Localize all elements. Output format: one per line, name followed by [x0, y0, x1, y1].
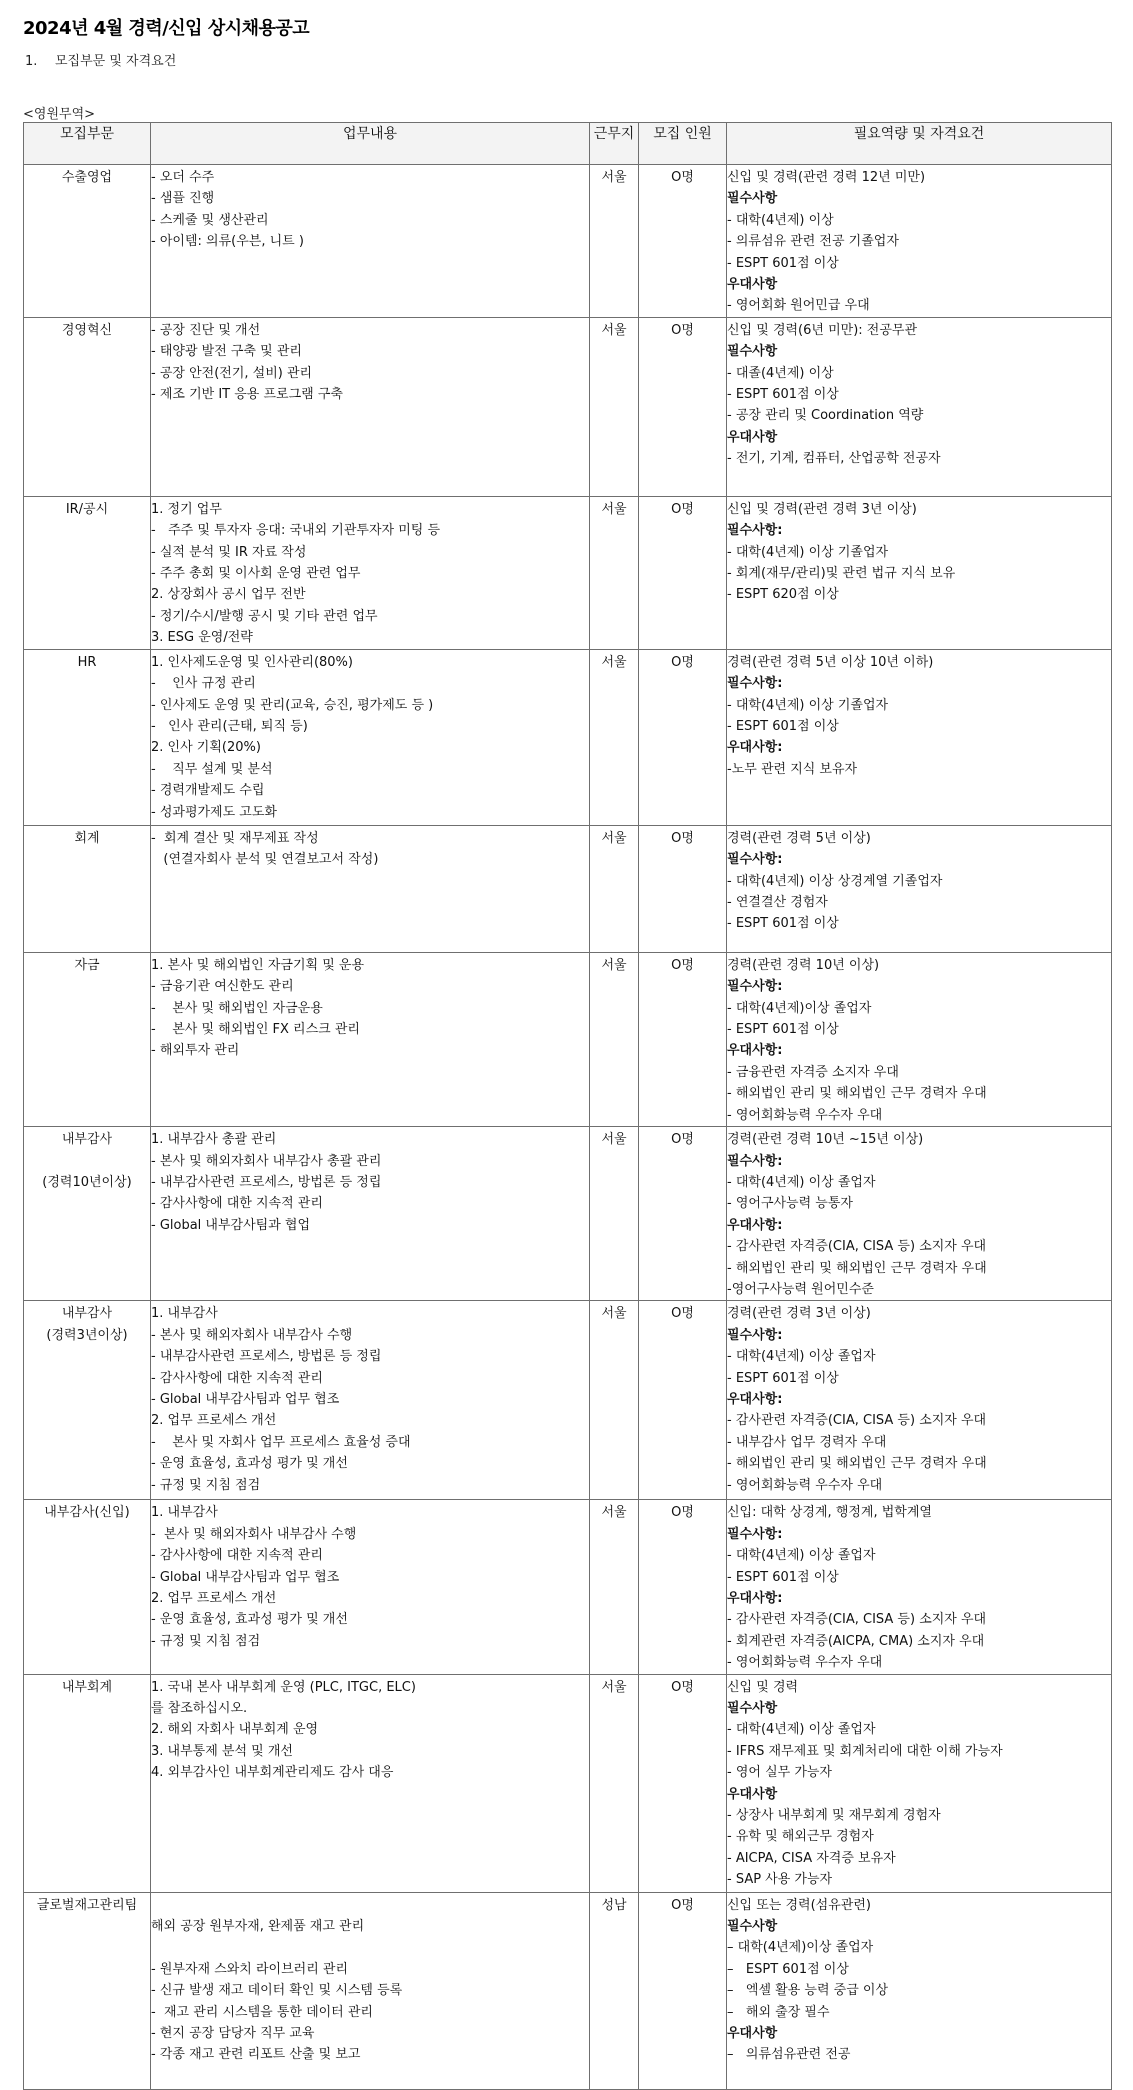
requirement-line: -영어구사능력 원어민수준: [727, 1281, 874, 1297]
headcount-cell: [639, 649, 727, 825]
duty-line: - 규정 및 지침 점검: [151, 1633, 261, 1649]
requirement-heading: 필수사항:: [727, 1153, 783, 1169]
location-value: 성남: [601, 1897, 627, 1913]
requirement-line: - 연결결산 경험자: [727, 895, 828, 911]
table-row: [24, 165, 1112, 318]
location-value: 서울: [601, 957, 627, 973]
location-cell: [590, 1127, 639, 1301]
dept-cell: [24, 317, 151, 496]
requirements-cell: [727, 952, 1112, 1126]
headcount-cell: [639, 1301, 727, 1500]
duty-line: 1. 내부감사 총괄 관리: [151, 1132, 277, 1148]
duty-line: 4. 외부감사인 내부회계관리제도 감사 대응: [151, 1765, 394, 1781]
duty-line: - 본사 및 해외자회사 내부감사 수행: [151, 1526, 357, 1542]
duty-line: 2. 상장회사 공시 업무 전반: [151, 587, 306, 603]
duty-line: - 내부감사관련 프로세스, 방법론 등 정립: [151, 1349, 382, 1365]
requirement-line: - ESPT 601점 이상: [727, 1569, 839, 1585]
requirement-line: - AICPA, CISA 자격증 보유자: [727, 1850, 896, 1866]
duty-line: 2. 업무 프로세스 개선: [151, 1413, 277, 1429]
requirement-line: - 대졸(4년제) 이상: [727, 365, 834, 381]
headcount-value: O명: [671, 170, 694, 185]
location-cell: [590, 165, 639, 318]
duty-line: - 인사 관리(근태, 퇴직 등): [151, 719, 308, 735]
requirement-line: 경력(관련 경력 10년 ~15년 이상): [727, 1132, 924, 1148]
duty-line: - Global 내부감사팀과 업무 협조: [151, 1391, 340, 1407]
duty-line: 1. 정기 업무: [151, 501, 222, 517]
duty-line: - 스케줄 및 생산관리: [151, 212, 269, 228]
requirement-heading: 우대사항: [727, 277, 778, 293]
requirement-line: 신입 및 경력(관련 경력 3년 이상): [727, 501, 917, 517]
duties-cell: [151, 825, 590, 952]
headcount-value: O명: [671, 654, 694, 670]
requirement-line: - ESPT 601점 이상: [727, 1370, 839, 1386]
requirements-cell: [727, 1301, 1112, 1500]
requirement-line: - ESPT 601점 이상: [727, 387, 839, 403]
dept-label: 내부감사: [61, 1306, 113, 1322]
duties-cell: [151, 1500, 590, 1674]
requirement-line: - 영어회화능력 우수자 우대: [727, 1477, 883, 1493]
section-subtitle-text: 모집부문 및 자격요건: [55, 54, 177, 69]
duty-line: - 경력개발제도 수립: [151, 783, 265, 799]
requirement-heading: 필수사항:: [727, 852, 783, 868]
requirement-line: - 해외법인 관리 및 해외법인 근무 경력자 우대: [727, 1260, 987, 1276]
headcount-value: O명: [671, 501, 694, 517]
duty-line: 를 참조하십시오.: [151, 1701, 248, 1716]
dept-label: 경영혁신: [61, 322, 113, 338]
requirement-heading: 우대사항:: [727, 1391, 783, 1407]
duties-cell: [151, 317, 590, 496]
requirement-line: - 영어 실무 가능자: [727, 1765, 832, 1781]
duty-line: - 실적 분석 및 IR 자료 작성: [151, 544, 307, 560]
requirement-line: - 감사관련 자격증(CIA, CISA 등) 소지자 우대: [727, 1413, 987, 1429]
requirement-line: – 의류섬유관련 전공: [727, 2047, 851, 2063]
dept-label: 글로벌재고관리팀: [36, 1897, 138, 1913]
duty-line: - 주주 총회 및 이사회 운영 관련 업무: [151, 566, 361, 582]
requirement-line: - ESPT 601점 이상: [727, 719, 839, 735]
requirements-cell: [727, 1500, 1112, 1674]
duty-line: - 회계 결산 및 재무제표 작성: [151, 830, 319, 846]
headcount-value: O명: [671, 1679, 694, 1695]
duty-line: - 주주 및 투자자 응대: 국내외 기관투자자 미팅 등: [151, 523, 440, 539]
duty-line: 2. 인사 기획(20%): [151, 740, 261, 756]
duty-line: - 신규 발생 재고 데이터 확인 및 시스템 등록: [151, 1983, 403, 1999]
requirement-line: -노무 관련 지식 보유자: [727, 761, 858, 777]
headcount-value: O명: [671, 1897, 694, 1913]
location-value: 서울: [601, 1132, 627, 1148]
headcount-cell: [639, 1127, 727, 1301]
requirement-line: - 의류섬유 관련 전공 기졸업자: [727, 234, 899, 250]
duty-line: - Global 내부감사팀과 업무 협조: [151, 1569, 340, 1585]
section-number: 1.: [25, 54, 38, 69]
requirements-cell: [727, 649, 1112, 825]
location-value: 서울: [601, 322, 627, 338]
requirement-line: - 감사관련 자격증(CIA, CISA 등) 소지자 우대: [727, 1239, 987, 1255]
requirement-heading: 필수사항:: [727, 1526, 783, 1542]
location-cell: [590, 649, 639, 825]
requirement-line: - 회계(재무/관리)및 관련 법규 지식 보유: [727, 566, 956, 582]
headcount-cell: [639, 165, 727, 318]
duties-cell: [151, 496, 590, 649]
location-value: 서울: [601, 501, 627, 517]
requirement-line: 신입 및 경력(관련 경력 12년 미만): [727, 170, 926, 185]
duty-line: 3. 내부통제 분석 및 개선: [151, 1743, 293, 1759]
duty-line: - 본사 및 해외법인 자금운용: [151, 1000, 323, 1016]
section-subtitle: [25, 50, 176, 69]
duties-cell: [151, 952, 590, 1126]
duty-line: 1. 국내 본사 내부회계 운영 (PLC, ITGC, ELC): [151, 1679, 416, 1695]
requirement-line: - 전기, 기계, 컴퓨터, 산업공학 전공자: [727, 451, 941, 467]
duty-line: - 규정 및 지침 점검: [151, 1477, 261, 1493]
headcount-cell: [639, 952, 727, 1126]
table-row: [24, 1301, 1112, 1500]
duty-line: - 해외투자 관리: [151, 1043, 240, 1059]
location-value: 서울: [601, 1306, 627, 1322]
column-header-count: 모집 인원: [639, 123, 727, 165]
dept-label: 내부감사: [61, 1132, 113, 1148]
requirement-heading: 우대사항:: [727, 1590, 783, 1606]
duty-line: - 아이템: 의류(우븐, 니트 ): [151, 234, 304, 250]
requirement-line: - 대학(4년제) 이상 기졸업자: [727, 544, 889, 560]
requirement-line: – 대학(4년제)이상 졸업자: [727, 1940, 874, 1956]
requirement-heading: 필수사항: [727, 1919, 778, 1934]
duty-line: 1. 내부감사: [151, 1505, 218, 1521]
duty-line: (연결자회사 분석 및 연결보고서 작성): [151, 852, 379, 868]
duty-line: - 현지 공장 담당자 직무 교육: [151, 2026, 315, 2042]
requirement-line: - 해외법인 관리 및 해외법인 근무 경력자 우대: [727, 1456, 987, 1472]
dept-label: (경력10년이상): [42, 1174, 132, 1190]
dept-cell: [24, 825, 151, 952]
table-row: [24, 1674, 1112, 1892]
table-body: [24, 165, 1112, 2090]
headcount-value: O명: [671, 1505, 694, 1521]
table-row: [24, 825, 1112, 952]
dept-label: 수출영업: [61, 170, 113, 185]
requirement-line: - 대학(4년제) 이상 기졸업자: [727, 697, 889, 713]
requirement-heading: 우대사항: [727, 1786, 778, 1802]
duty-line: - 본사 및 해외법인 FX 리스크 관리: [151, 1022, 360, 1038]
requirement-line: - 대학(4년제) 이상 상경계열 기졸업자: [727, 873, 943, 889]
duty-line: - 내부감사관련 프로세스, 방법론 등 정립: [151, 1174, 382, 1190]
dept-label: (경력3년이상): [46, 1327, 128, 1343]
requirement-line: 신입: 대학 상경계, 행정계, 법학계열: [727, 1505, 932, 1521]
headcount-cell: [639, 1500, 727, 1674]
requirement-line: - 내부감사 업무 경력자 우대: [727, 1434, 887, 1450]
duties-cell: [151, 1127, 590, 1301]
dept-cell: [24, 1500, 151, 1674]
requirement-line: - 영어회화능력 우수자 우대: [727, 1107, 883, 1123]
requirement-line: 경력(관련 경력 5년 이상): [727, 830, 871, 846]
duty-line: - 샘플 진행: [151, 191, 215, 207]
duty-line: 3. ESG 운영/전략: [151, 630, 253, 646]
duty-line: 2. 업무 프로세스 개선: [151, 1590, 277, 1606]
requirement-heading: 필수사항: [727, 1701, 778, 1716]
duty-line: - 공장 진단 및 개선: [151, 322, 261, 338]
duty-line: - 감사사항에 대한 지속적 관리: [151, 1196, 323, 1212]
requirement-line: - ESPT 601점 이상: [727, 1022, 839, 1038]
column-header-requirements: 필요역량 및 자격요건: [727, 123, 1112, 165]
requirement-line: - 공장 관리 및 Coordination 역량: [727, 408, 924, 424]
headcount-value: O명: [671, 322, 694, 338]
requirement-line: 신입 및 경력(6년 미만): 전공무관: [727, 322, 918, 338]
location-cell: [590, 1892, 639, 2089]
requirement-line: - 유학 및 해외근무 경험자: [727, 1829, 874, 1845]
requirement-line: - 영어회화능력 우수자 우대: [727, 1655, 883, 1671]
location-cell: [590, 952, 639, 1126]
requirement-line: - 영어회화 원어민급 우대: [727, 298, 870, 314]
requirement-line: 경력(관련 경력 10년 이상): [727, 957, 880, 973]
requirement-line: - 대학(4년제) 이상 졸업자: [727, 1548, 876, 1564]
requirement-heading: 우대사항: [727, 429, 778, 445]
requirement-line: 신입 및 경력: [727, 1679, 799, 1695]
table-row: [24, 496, 1112, 649]
duty-line: - 본사 및 자회사 업무 프로세스 효율성 증대: [151, 1434, 411, 1450]
headcount-cell: [639, 1674, 727, 1892]
column-header-location: 근무지: [590, 123, 639, 165]
requirement-line: - 대학(4년제) 이상 졸업자: [727, 1722, 876, 1738]
requirement-line: - 상장사 내부회계 및 재무회계 경험자: [727, 1808, 941, 1824]
requirement-heading: 필수사항:: [727, 1327, 783, 1343]
requirement-heading: 필수사항:: [727, 676, 783, 692]
headcount-value: O명: [671, 830, 694, 846]
requirement-line: – ESPT 601점 이상: [727, 1961, 849, 1977]
duty-line: - 본사 및 해외자회사 내부감사 수행: [151, 1327, 353, 1343]
dept-cell: [24, 952, 151, 1126]
requirement-line: - SAP 사용 가능자: [727, 1872, 833, 1888]
table-row: [24, 952, 1112, 1126]
headcount-value: O명: [671, 1132, 694, 1148]
requirement-heading: 우대사항:: [727, 1217, 783, 1233]
requirement-heading: 필수사항:: [727, 523, 783, 539]
requirement-line: - ESPT 620점 이상: [727, 587, 839, 603]
requirement-line: - ESPT 601점 이상: [727, 255, 839, 271]
duties-cell: [151, 649, 590, 825]
dept-label: 회계: [74, 830, 100, 846]
requirements-cell: [727, 496, 1112, 649]
duty-line: - 원부자재 스와치 라이브러리 관리: [151, 1961, 349, 1977]
location-cell: [590, 825, 639, 952]
table-row: [24, 649, 1112, 825]
table-row: [24, 1127, 1112, 1301]
headcount-cell: [639, 317, 727, 496]
requirement-line: - 대학(4년제)이상 졸업자: [727, 1000, 872, 1016]
requirement-heading: 우대사항:: [727, 740, 783, 756]
requirement-line: 경력(관련 경력 3년 이상): [727, 1306, 871, 1322]
duty-line: - 각종 재고 관련 리포트 산출 및 보고: [151, 2047, 361, 2063]
requirement-heading: 우대사항: [727, 2026, 778, 2042]
requirement-heading: 필수사항: [727, 191, 778, 207]
dept-label: 내부회계: [61, 1679, 113, 1695]
duty-line: - 직무 설계 및 분석: [151, 761, 273, 777]
dept-cell: [24, 1127, 151, 1301]
requirement-line: 신입 또는 경력(섬유관련): [727, 1897, 871, 1913]
duty-line: [151, 1895, 589, 1916]
location-cell: [590, 496, 639, 649]
headcount-cell: [639, 825, 727, 952]
duty-line: 1. 내부감사: [151, 1306, 218, 1322]
location-cell: [590, 1500, 639, 1674]
headcount-value: O명: [671, 957, 694, 973]
duty-line: - Global 내부감사팀과 협업: [151, 1217, 311, 1233]
requirement-heading: 필수사항:: [727, 979, 783, 995]
dept-label: HR: [77, 654, 97, 670]
dept-label: IR/공시: [65, 501, 109, 517]
requirements-cell: [727, 1674, 1112, 1892]
column-header-duties: 업무내용: [151, 123, 590, 165]
location-value: 서울: [601, 1679, 627, 1695]
column-header-dept: 모집부문: [24, 123, 151, 165]
requirement-line: - 대학(4년제) 이상: [727, 212, 834, 228]
recruitment-table: [23, 122, 1112, 2090]
dept-cell: [24, 1674, 151, 1892]
duty-line: - 오더 수주: [151, 170, 215, 185]
headcount-cell: [639, 496, 727, 649]
location-cell: [590, 1301, 639, 1500]
requirement-line: - 감사관련 자격증(CIA, CISA 등) 소지자 우대: [727, 1612, 987, 1628]
duty-line: - 감사사항에 대한 지속적 관리: [151, 1370, 323, 1386]
requirement-line: – 엑셀 활용 능력 중급 이상: [727, 1983, 889, 1999]
requirement-line: – 해외 출장 필수: [727, 2004, 830, 2020]
requirements-cell: [727, 1127, 1112, 1301]
duty-line: 2. 해외 자회사 내부회계 운영: [151, 1722, 319, 1738]
dept-cell: [24, 1301, 151, 1500]
requirement-heading: 우대사항:: [727, 1043, 783, 1059]
duty-line: 1. 본사 및 해외법인 자금기획 및 운용: [151, 957, 365, 973]
duty-line: - 본사 및 해외자회사 내부감사 총괄 관리: [151, 1153, 382, 1169]
duty-line: - 운영 효율성, 효과성 평가 및 개선: [151, 1612, 348, 1628]
requirement-line: - ESPT 601점 이상: [727, 916, 839, 932]
table-row: [24, 1500, 1112, 1674]
dept-label: 자금: [74, 957, 100, 973]
requirement-line: - 회계관련 자격증(AICPA, CMA) 소지자 우대: [727, 1633, 985, 1649]
dept-label: 내부감사(신입): [44, 1505, 130, 1521]
requirements-cell: [727, 165, 1112, 318]
requirement-line: - 금융관련 자격증 소지자 우대: [727, 1064, 899, 1080]
location-value: 서울: [601, 654, 627, 670]
requirements-cell: [727, 1892, 1112, 2089]
company-label: <영원무역>: [23, 107, 96, 122]
duty-line: 1. 인사제도운영 및 인사관리(80%): [151, 654, 353, 670]
duty-line: - 재고 관리 시스템을 통한 데이터 관리: [151, 2004, 373, 2020]
dept-cell: [24, 496, 151, 649]
requirement-line: - 대학(4년제) 이상 졸업자: [727, 1174, 876, 1190]
requirements-cell: [727, 825, 1112, 952]
duty-line: - 인사제도 운영 및 관리(교육, 승진, 평가제도 등 ): [151, 697, 434, 713]
requirement-line: - 대학(4년제) 이상 졸업자: [727, 1349, 876, 1365]
location-value: 서울: [601, 170, 627, 185]
duty-line: - 운영 효율성, 효과성 평가 및 개선: [151, 1456, 348, 1472]
requirement-line: - 해외법인 관리 및 해외법인 근무 경력자 우대: [727, 1086, 987, 1102]
table-row: [24, 1892, 1112, 2089]
duty-line: - 공장 안전(전기, 설비) 관리: [151, 365, 313, 381]
duties-cell: [151, 1892, 590, 2089]
headcount-cell: [639, 1892, 727, 2089]
duties-cell: [151, 1674, 590, 1892]
dept-cell: [24, 165, 151, 318]
duty-line: [151, 1937, 589, 1958]
duty-line: 해외 공장 원부자재, 완제품 재고 관리: [151, 1919, 365, 1934]
duties-cell: [151, 1301, 590, 1500]
duty-line: - 인사 규정 관리: [151, 676, 256, 692]
requirement-line: - 영어구사능력 능통자: [727, 1196, 853, 1212]
requirement-line: - IFRS 재무제표 및 회계처리에 대한 이해 가능자: [727, 1743, 1003, 1759]
location-value: 서울: [601, 830, 627, 846]
location-cell: [590, 1674, 639, 1892]
dept-label: [24, 1151, 150, 1172]
requirement-heading: 필수사항: [727, 344, 778, 360]
headcount-value: O명: [671, 1306, 694, 1322]
duty-line: - 태양광 발전 구축 및 관리: [151, 344, 302, 360]
table-header-row: [24, 123, 1112, 165]
duties-cell: [151, 165, 590, 318]
page-title: 2024년 4월 경력/신입 상시채용공고: [23, 18, 310, 39]
requirement-line: 경력(관련 경력 5년 이상 10년 이하): [727, 654, 934, 670]
location-cell: [590, 317, 639, 496]
duty-line: - 감사사항에 대한 지속적 관리: [151, 1548, 323, 1564]
table-row: [24, 317, 1112, 496]
dept-cell: [24, 649, 151, 825]
duty-line: - 제조 기반 IT 응용 프로그램 구축: [151, 387, 343, 403]
requirements-cell: [727, 317, 1112, 496]
duty-line: - 정기/수시/발행 공시 및 기타 관련 업무: [151, 608, 378, 624]
location-value: 서울: [601, 1505, 627, 1521]
dept-cell: [24, 1892, 151, 2089]
duty-line: - 성과평가제도 고도화: [151, 804, 277, 820]
duty-line: - 금융기관 여신한도 관리: [151, 979, 294, 995]
